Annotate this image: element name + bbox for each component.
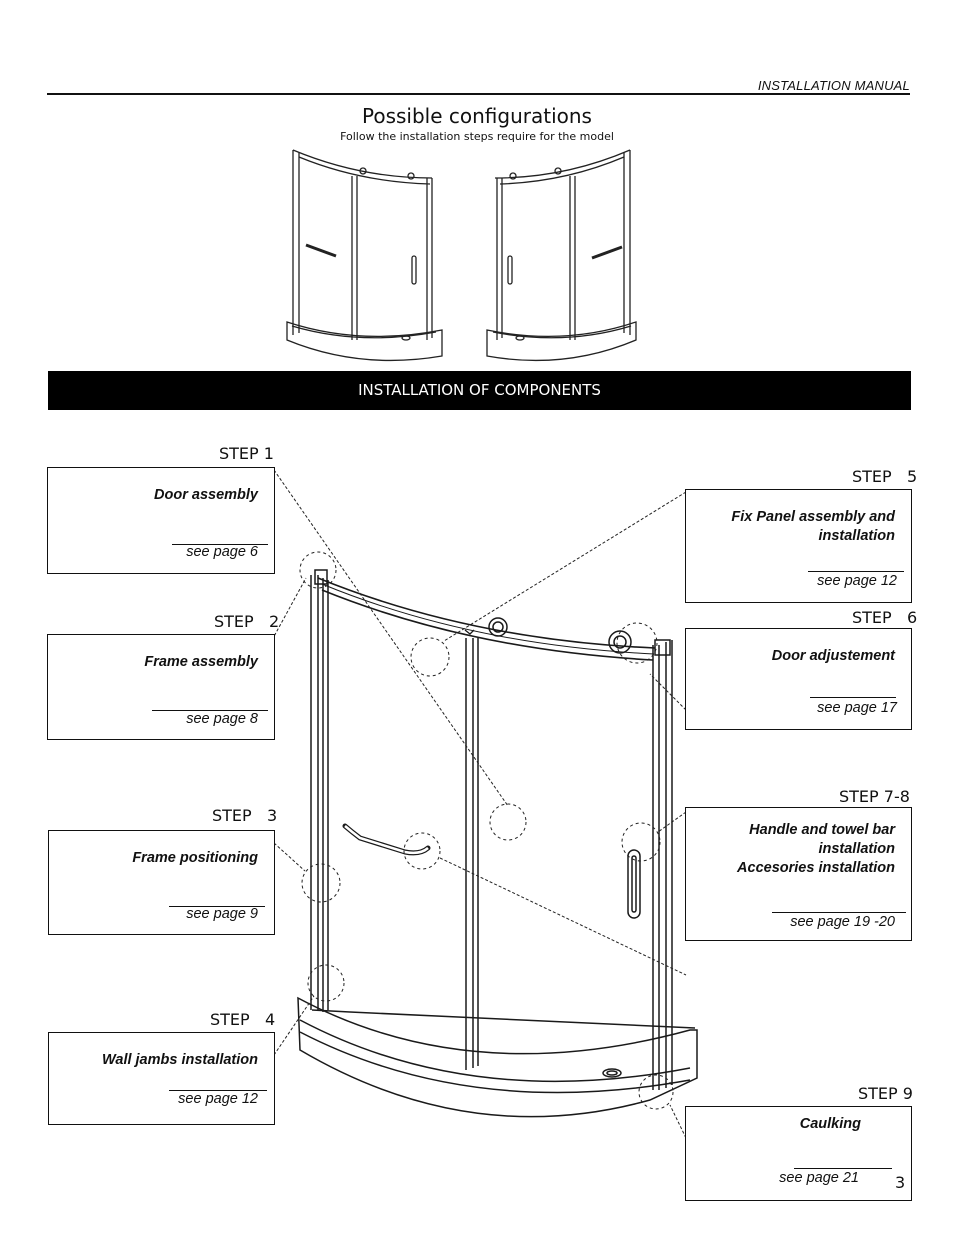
step-5-label: STEP 5 (852, 467, 918, 486)
step-2-box (47, 634, 275, 740)
configurations-title: Possible configurations (362, 104, 592, 128)
step-7-8-page-ref: see page 19 -20 (790, 914, 895, 930)
right-handed-door-diagram (487, 150, 636, 360)
step-2-title: Frame assembly (144, 654, 258, 670)
page-number: 3 (895, 1173, 906, 1192)
step-9-page-ref: see page 21 (779, 1170, 859, 1186)
step-7-8-box (685, 807, 912, 941)
step-1-box (47, 467, 275, 574)
step-2-page-ref: see page 8 (186, 711, 258, 727)
step-5-page-ref: see page 12 (817, 573, 897, 589)
manual-label: INSTALLATION MANUAL (757, 78, 910, 93)
main-shower-diagram (298, 570, 697, 1117)
step-5-rule (808, 571, 904, 572)
step-4-page-ref: see page 12 (178, 1091, 258, 1107)
step-4-label: STEP 4 (210, 1010, 276, 1029)
step-9-rule (794, 1168, 892, 1169)
step-1-title: Door assembly (154, 487, 258, 503)
step-2-label: STEP 2 (214, 612, 280, 631)
step-7-8-label: STEP 7-8 (839, 787, 910, 806)
step-9-label: STEP 9 (858, 1084, 913, 1103)
step-9-title: Caulking (799, 1116, 861, 1132)
step-6-label: STEP 6 (852, 608, 918, 627)
step-5-title: Fix Panel assembly and installation (731, 509, 895, 544)
step-3-title: Frame positioning (132, 850, 258, 866)
step-6-box (685, 628, 912, 730)
step-6-title: Door adjustement (771, 648, 895, 664)
step-5-box (685, 489, 912, 603)
step-7-8-rule (772, 912, 906, 913)
section-banner: INSTALLATION OF COMPONENTS (48, 371, 911, 410)
configurations-subtitle: Follow the installation steps require for the model (340, 130, 614, 143)
detail-circles (300, 552, 673, 1109)
step-3-page-ref: see page 9 (186, 906, 258, 922)
step-1-label: STEP 1 (219, 444, 274, 463)
step-4-box (48, 1032, 275, 1125)
step-4-title: Wall jambs installation (101, 1052, 258, 1068)
step-6-page-ref: see page 17 (817, 700, 897, 716)
left-handed-door-diagram (287, 150, 442, 360)
step-9-box (685, 1106, 912, 1201)
step-7-8-title: Handle and towel bar installation Accesories installation (737, 822, 895, 876)
step-6-rule (810, 697, 896, 698)
leader-lines (272, 470, 686, 1138)
step-3-label: STEP 3 (212, 806, 278, 825)
step-1-page-ref: see page 6 (186, 544, 258, 560)
step-3-box (48, 830, 275, 935)
